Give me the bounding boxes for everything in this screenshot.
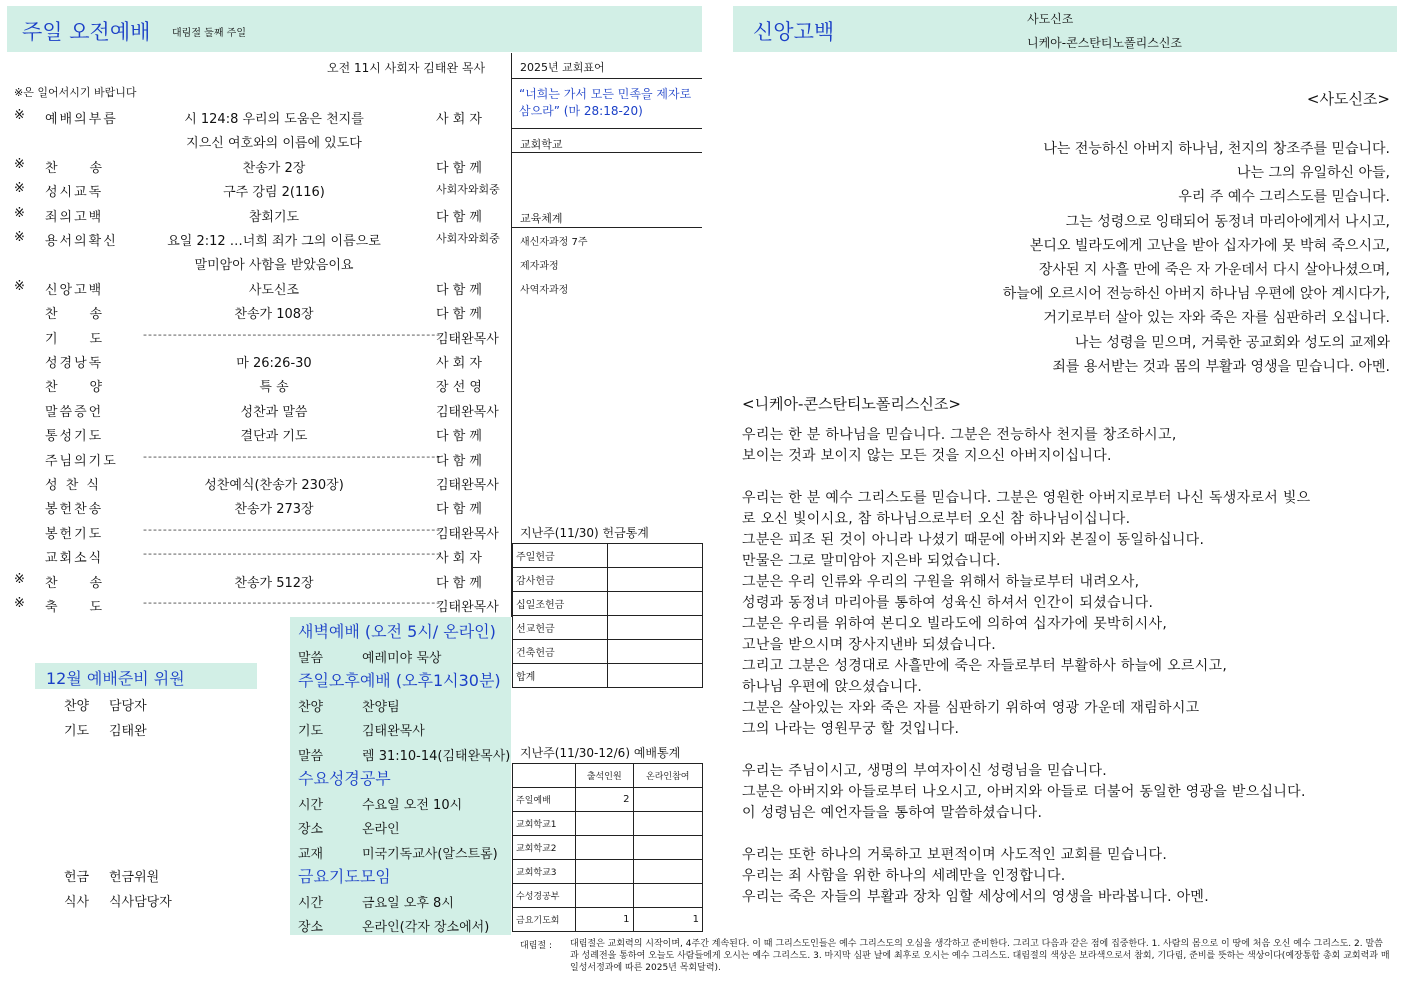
church-motto: “너희는 가서 모든 민족을 제자로 삼으라” (마 28:18-20) — [519, 87, 692, 118]
attendance-row — [513, 812, 703, 836]
creed-line: 나는 성령을 믿으며, 거룩한 공교회와 성도의 교제와 — [1074, 334, 1390, 351]
december-role: 식사 — [64, 895, 90, 910]
paragraph-gap — [742, 824, 1392, 845]
order-item-content: 찬송가 512장 — [234, 575, 314, 591]
stand-mark: ※ — [14, 181, 25, 197]
order-item-content: 구주 강림 2(116) — [223, 185, 325, 201]
creed-line: 성령과 동정녀 마리아를 통하여 성육신 하셔서 인간이 되셨습니다. — [742, 595, 1154, 611]
creed-line: 이 성령님은 예언자들을 통하여 말씀하셨습니다. — [742, 805, 1043, 821]
stand-mark: ※ — [14, 230, 25, 245]
order-row — [0, 446, 510, 470]
order-item-content: 시 124:8 우리의 도움은 천지를 — [184, 112, 364, 127]
service-value: 찬양팀 — [362, 699, 400, 715]
attendance-row — [513, 884, 703, 908]
order-item-name: 신앙고백 — [45, 282, 104, 298]
creed-line: 그의 나라는 영원무궁 할 것입니다. — [742, 721, 960, 737]
attendance-a: 2 — [576, 788, 634, 812]
creed-line: 하나님 우편에 앉으셨습니다. — [742, 679, 923, 695]
december-person: 헌금위원 — [109, 870, 160, 885]
advent-note-label: 대림절 : — [520, 941, 552, 951]
order-row — [0, 104, 510, 128]
creed-line: 우리는 한 분 하나님을 믿습니다. 그분은 전능하사 천지를 창조하시고, — [742, 427, 1177, 443]
creed-line: 우리는 죽은 자들의 부활과 장차 임할 세상에서의 영생을 바라봅니다. 아멘. — [742, 889, 1209, 905]
order-row — [0, 372, 510, 396]
services-panel — [290, 617, 511, 935]
creed-line: 나는 그의 유일하신 아들, — [1236, 165, 1390, 182]
order-row — [0, 128, 510, 152]
service-value: 렘 31:10-14(김태완목사) — [362, 748, 511, 764]
order-row — [0, 153, 510, 177]
divider — [512, 152, 702, 153]
attendance-head: 출석인원 — [576, 764, 634, 788]
order-item-name: 교회소식 — [45, 551, 104, 567]
attendance-a — [576, 812, 634, 836]
attendance-title: 지난주(11/30-12/6) 예배통계 — [520, 746, 681, 760]
offering-amount — [608, 568, 703, 592]
order-item-content: 성찬예식(찬송가 230장) — [204, 478, 344, 493]
order-row — [0, 177, 510, 201]
order-item-content: 마 26:26-30 — [236, 356, 312, 371]
attendance-head: 온라인참여 — [633, 764, 703, 788]
service-title: 새벽예배 (오전 5시/ 온라인) — [298, 622, 496, 641]
order-item-content: 지으신 여호와의 이름에 있도다 — [186, 136, 362, 152]
attendance-row — [513, 788, 703, 812]
order-row — [0, 397, 510, 421]
apostles-heading: <사도신조> — [1306, 90, 1390, 108]
attendance-a — [576, 836, 634, 860]
order-item-name: 성경낭독 — [45, 356, 104, 371]
attendance-a — [576, 860, 634, 884]
nicene-heading: <니케아-콘스탄티노폴리스신조> — [742, 395, 961, 413]
order-item-content: ------------------------------------------------------------ — [143, 596, 442, 609]
order-item-name: 통성기도 — [45, 429, 104, 445]
order-item-content: 특 송 — [259, 380, 289, 396]
offering-row — [513, 568, 703, 592]
attendance-a — [576, 884, 634, 908]
order-item-name: 찬 송 — [45, 307, 105, 323]
attendance-name: 금요기도회 — [513, 908, 576, 932]
creed-title: 신앙고백 — [753, 20, 835, 44]
service-value: 온라인 — [362, 822, 400, 837]
attendance-a: 1 — [576, 908, 634, 932]
order-item-leader: 다 함 께 — [436, 209, 482, 225]
attendance-b — [633, 884, 703, 908]
service-key: 교재 — [298, 846, 324, 862]
order-row — [0, 543, 510, 567]
offering-title: 지난주(11/30) 헌금통계 — [520, 526, 649, 540]
december-person: 식사담당자 — [109, 895, 172, 910]
order-row — [0, 202, 510, 226]
stand-note: ※은 일어서시기 바랍니다 — [14, 86, 137, 99]
attendance-name: 교회학교2 — [513, 836, 576, 860]
order-item-name: 말씀증언 — [45, 404, 104, 420]
order-row — [0, 226, 510, 250]
offering-row — [513, 640, 703, 664]
order-row — [0, 324, 510, 348]
creed-line: 우리는 주님이시고, 생명의 부여자이신 성령님을 믿습니다. — [742, 763, 1108, 779]
order-item-leader: 사 회 자 — [436, 356, 482, 371]
order-item-leader: 다 함 께 — [436, 307, 482, 323]
order-row — [0, 568, 510, 592]
creed-line: 그리고 그분은 성경대로 사흘만에 죽은 자들로부터 부활하사 하늘에 오르시고, — [742, 658, 1228, 674]
offering-row — [513, 592, 703, 616]
divider — [512, 78, 702, 79]
order-item-name: 용서의확신 — [45, 234, 118, 249]
school-label: 교회학교 — [520, 138, 563, 151]
order-item-content: 말미암아 사함을 받았음이요 — [194, 258, 354, 274]
creed-line: 만물은 그로 말미암아 지은바 되었습니다. — [742, 553, 1001, 569]
service-value: 예레미야 묵상 — [362, 650, 442, 666]
creed-sub1: 사도신조 — [1027, 12, 1074, 26]
order-item-leader: 사 회 자 — [436, 112, 482, 127]
order-item-leader: 김태완목사 — [436, 526, 499, 542]
offering-table — [512, 543, 703, 688]
creed-line: 우리 주 예수 그리스도를 믿습니다. — [1178, 189, 1390, 206]
offering-amount — [608, 592, 703, 616]
creed-line: 그분은 우리를 위하여 본디오 빌라도에 의하여 십자가에 못박히시사, — [742, 616, 1168, 632]
attendance-head — [513, 764, 576, 788]
order-row — [0, 348, 510, 372]
december-role: 헌금 — [64, 870, 90, 885]
order-row — [0, 519, 510, 543]
stand-mark: ※ — [14, 596, 25, 611]
order-item-leader: 김태완목사 — [436, 331, 499, 347]
attendance-row — [513, 836, 703, 860]
creed-line: 그분은 살아있는 자와 죽은 자를 심판하기 위하여 영광 가운데 재림하시고 — [742, 700, 1200, 716]
order-item-name: 기 도 — [45, 331, 105, 347]
order-item-name: 성 찬 식 — [45, 478, 101, 493]
offering-amount — [608, 544, 703, 568]
offering-name: 합계 — [513, 664, 608, 688]
order-item-leader: 김태완목사 — [436, 600, 499, 615]
attendance-b — [633, 836, 703, 860]
service-value: 김태완목사 — [362, 724, 425, 739]
order-row — [0, 470, 510, 494]
order-row — [0, 592, 510, 616]
offering-row — [513, 616, 703, 640]
creed-line: 죄를 용서받는 것과 몸의 부활과 영생을 믿습니다. 아멘. — [1052, 358, 1390, 375]
creed-line: 우리는 죄 사함을 위한 하나의 세례만을 인정합니다. — [742, 868, 1066, 884]
order-item-name: 죄의고백 — [45, 209, 104, 225]
order-row — [0, 494, 510, 518]
attendance-name: 수성경공부 — [513, 884, 576, 908]
order-item-content: 참회기도 — [248, 209, 300, 225]
order-item-leader: 장 선 영 — [436, 380, 482, 396]
edu-item: 새신자과정 7주 — [520, 237, 588, 248]
offering-amount — [608, 616, 703, 640]
paragraph-gap — [742, 740, 1392, 761]
divider — [512, 227, 702, 228]
worship-order — [0, 104, 512, 616]
attendance-b — [633, 860, 703, 884]
service-value: 금요일 오후 8시 — [362, 895, 454, 911]
apostles-creed — [750, 137, 1390, 379]
creed-line: 그분은 아버지와 아들로부터 나오시고, 아버지와 아들로 더불어 동일한 영광을 받으십니다. — [742, 784, 1306, 800]
attendance-table — [512, 763, 703, 932]
order-row — [0, 421, 510, 445]
order-item-name: 찬 송 — [45, 575, 105, 591]
service-key: 시간 — [298, 895, 324, 911]
order-item-content: ------------------------------------------------------------ — [143, 449, 442, 463]
creed-line: 나는 전능하신 아버지 하나님, 천지의 창조주를 믿습니다. — [1043, 141, 1390, 157]
service-key: 장소 — [298, 920, 324, 935]
order-item-name: 찬 양 — [45, 380, 105, 396]
service-key: 말씀 — [298, 748, 324, 764]
service-key: 찬양 — [298, 699, 324, 715]
creed-line: 본디오 빌라도에게 고난을 받아 십자가에 못 박혀 죽으시고, — [1029, 237, 1390, 254]
offering-name: 십일조헌금 — [513, 592, 608, 616]
order-item-content: ------------------------------------------------------------ — [143, 522, 442, 536]
service-title: 금요기도모임 — [298, 867, 391, 886]
page-subtitle: 대림절 둘째 주일 — [172, 28, 246, 39]
service-title: 주일오후예배 (오후1시30분) — [298, 671, 501, 690]
service-key: 말씀 — [298, 650, 324, 666]
creed-line: 거기로부터 살아 있는 자와 죽은 자를 심판하러 오십니다. — [1043, 310, 1390, 327]
offering-row — [513, 664, 703, 688]
stand-mark: ※ — [14, 205, 25, 221]
offering-row — [513, 544, 703, 568]
service-key: 시간 — [298, 797, 324, 813]
stand-mark: ※ — [14, 278, 25, 294]
order-item-name: 찬 송 — [45, 160, 105, 176]
creed-line: 그분은 우리 인류와 우리의 구원을 위해서 하늘로부터 내려오사, — [742, 574, 1140, 590]
order-item-leader: 다 함 께 — [436, 453, 482, 469]
edu-label: 교육체계 — [520, 212, 563, 225]
order-item-content: 찬송가 273장 — [234, 502, 314, 518]
offering-name: 주일헌금 — [513, 544, 608, 568]
attendance-name: 교회학교3 — [513, 860, 576, 884]
order-item-name: 축 도 — [45, 600, 105, 615]
edu-item: 사역자과정 — [520, 285, 569, 296]
stand-mark: ※ — [14, 571, 25, 587]
order-item-leader: 사회자와회중 — [436, 183, 500, 197]
december-person: 담당자 — [109, 699, 147, 714]
december-person: 김태완 — [109, 724, 147, 739]
order-item-content: 찬송가 2장 — [242, 160, 306, 176]
order-item-name: 예배의부름 — [45, 112, 118, 127]
order-item-content: 찬송가 108장 — [234, 307, 314, 323]
order-item-content: 요일 2:12 …너희 죄가 그의 이름으로 — [167, 234, 381, 249]
december-title: 12월 예배준비 위원 — [46, 669, 185, 688]
service-value: 온라인(각자 장소에서) — [362, 920, 490, 935]
order-item-leader: 다 함 께 — [436, 502, 482, 518]
creed-line: 하늘에 오르시어 전능하신 아버지 하나님 우편에 앉아 계시다가, — [1002, 286, 1390, 303]
order-item-leader: 다 함 께 — [436, 282, 482, 298]
creed-line: 장사된 지 사흘 만에 죽은 자 가운데서 다시 살아나셨으며, — [1038, 262, 1390, 279]
edu-item: 제자과정 — [520, 261, 559, 272]
attendance-b — [633, 812, 703, 836]
order-item-leader: 다 함 께 — [436, 429, 482, 445]
creed-line: 보이는 것과 보이지 않는 모든 것을 지으신 아버지이십니다. — [742, 448, 1112, 464]
nicene-creed — [742, 425, 1392, 908]
paragraph-gap — [742, 467, 1392, 488]
order-item-leader: 김태완목사 — [436, 478, 499, 493]
december-role: 기도 — [64, 724, 90, 739]
divider-order-side — [511, 53, 512, 617]
creed-line: 고난을 받으시며 장사지낸바 되셨습니다. — [742, 637, 997, 653]
service-key: 기도 — [298, 724, 324, 739]
order-item-leader: 사 회 자 — [436, 551, 482, 567]
creed-line: 그는 성령으로 잉태되어 동정녀 마리아에게서 나시고, — [1065, 213, 1390, 230]
attendance-b — [633, 788, 703, 812]
time-line: 오전 11시 사회자 김태완 목사 — [327, 61, 486, 75]
page-title: 주일 오전예배 — [22, 20, 151, 44]
service-title: 수요성경공부 — [298, 769, 391, 788]
advent-note-text: 대림절은 교회력의 시작이며, 4주간 계속된다. 이 때 그리스도인들은 예수 그리스도의 오심을 생각하고 준비한다. 그리고 다음과 같은 점에 집중한다. 1. 사람의 몸으로 이 땅에 처음 오신 예수 그리스도. 2. 말씀과 성례전을 통하여 오늘도 사람들에게 오시는 예수 그리스도. 3. 마지막 심판 날에 최후로 오시는 예수 그리스도. 대림절의 색상은 보라색으로서 참회, 기다림, 준비를 뜻하는 색상이다(예장통합 총회 교회력과 매일성서정과에 따른 2025년 목회달력). — [570, 939, 1390, 973]
attendance-row — [513, 860, 703, 884]
creed-sub2: 니케아-콘스탄티노폴리스신조 — [1027, 36, 1183, 50]
year-motto-label: 2025년 교회표어 — [520, 61, 605, 74]
divider — [512, 128, 702, 129]
order-item-content: 성찬과 말씀 — [240, 404, 308, 420]
attendance-name: 교회학교1 — [513, 812, 576, 836]
offering-name: 선교헌금 — [513, 616, 608, 640]
order-item-name: 봉헌기도 — [45, 526, 104, 542]
order-item-content: ------------------------------------------------------------ — [143, 547, 442, 561]
creed-line: 그분은 피조 된 것이 아니라 나셨기 때문에 아버지와 본질이 동일하십니다. — [742, 532, 1205, 548]
attendance-row — [513, 908, 703, 932]
service-value: 미국기독교사(알스트롬) — [362, 846, 498, 862]
offering-name: 감사헌금 — [513, 568, 608, 592]
order-row — [0, 250, 510, 274]
order-item-leader: 사회자와회중 — [436, 232, 500, 245]
service-key: 장소 — [298, 822, 324, 837]
offering-name: 건축헌금 — [513, 640, 608, 664]
december-role: 찬양 — [64, 699, 90, 714]
order-row — [0, 299, 510, 323]
order-item-name: 주님의기도 — [45, 453, 118, 469]
order-item-leader: 다 함 께 — [436, 575, 482, 591]
order-row — [0, 275, 510, 299]
creed-line: 로 오신 빛이시요, 참 하나님으로부터 오신 참 하나님이십니다. — [742, 511, 1131, 527]
attendance-name: 주일예배 — [513, 788, 576, 812]
order-item-content: 사도신조 — [248, 282, 300, 298]
order-item-leader: 다 함 께 — [436, 160, 482, 176]
offering-amount — [608, 640, 703, 664]
attendance-b: 1 — [633, 908, 703, 932]
order-item-name: 봉헌찬송 — [45, 502, 104, 518]
stand-mark: ※ — [14, 108, 25, 123]
offering-amount — [608, 664, 703, 688]
creed-line: 우리는 한 분 예수 그리스도를 믿습니다. 그분은 영원한 아버지로부터 나신 독생자로서 빛으 — [742, 490, 1311, 506]
order-item-content: 결단과 기도 — [240, 429, 308, 445]
creed-line: 우리는 또한 하나의 거룩하고 보편적이며 사도적인 교회를 믿습니다. — [742, 847, 1168, 863]
order-item-content: ------------------------------------------------------------ — [143, 327, 442, 341]
order-item-name: 성시교독 — [45, 185, 104, 201]
stand-mark: ※ — [14, 156, 25, 172]
order-item-leader: 김태완목사 — [436, 404, 499, 420]
service-value: 수요일 오전 10시 — [362, 797, 463, 813]
